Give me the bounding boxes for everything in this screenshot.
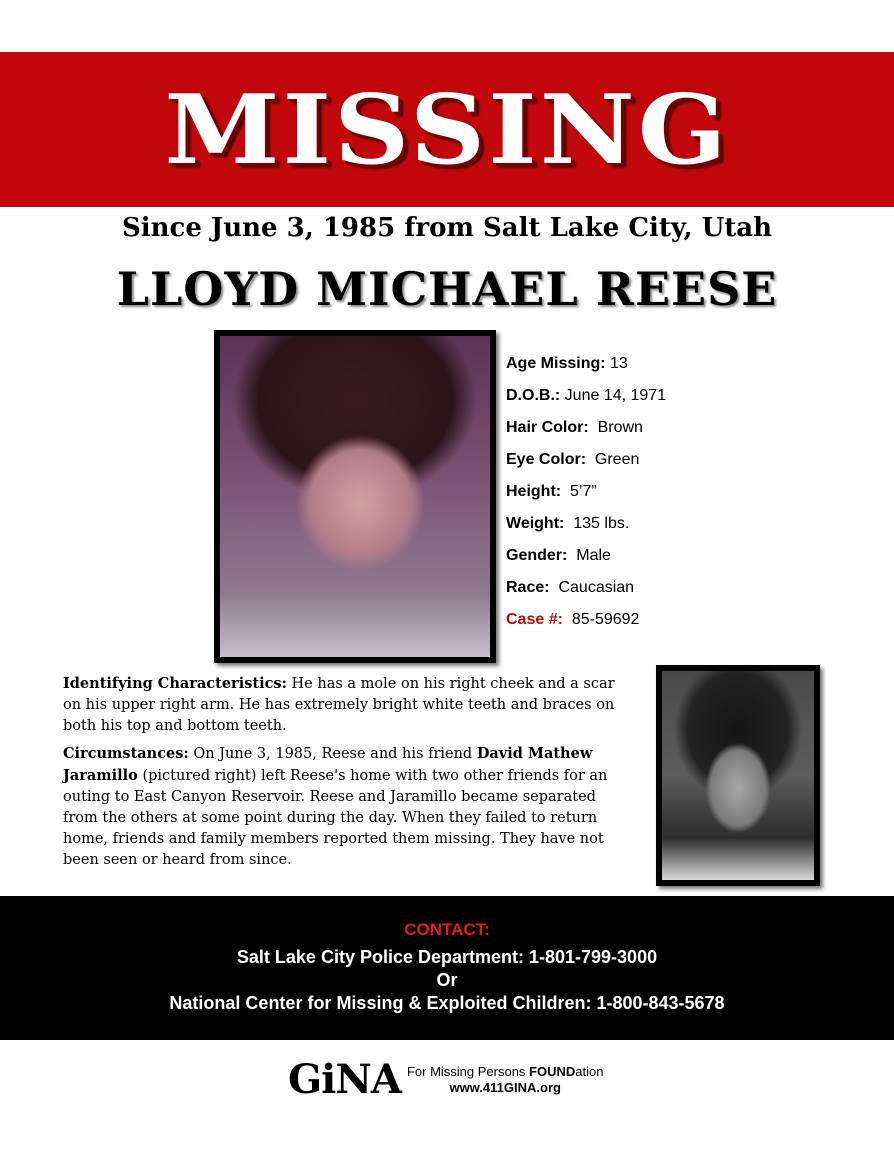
banner-title: MISSING	[164, 72, 730, 187]
detail-label: Height:	[506, 483, 562, 500]
detail-value: 135 lbs.	[564, 515, 630, 532]
contact-or: Or	[436, 970, 458, 990]
identifying-paragraph	[63, 673, 635, 737]
identifying-text: He has a mole on his right cheek and a scar on his upper right arm. He has extremely bright white teeth and braces on both his top and bottom teeth.	[63, 676, 615, 734]
detail-value: Caucasian	[549, 579, 635, 596]
details-list	[506, 352, 866, 640]
detail-value: 5’7”	[561, 483, 597, 500]
detail-height	[506, 480, 866, 512]
missing-person-name: LLOYD MICHAEL REESE	[116, 262, 778, 316]
detail-value: Male	[567, 547, 611, 564]
gina-logo: GiNA	[288, 1056, 401, 1103]
detail-case	[506, 608, 866, 640]
circumstances-text-2: (pictured right) left Reese's home with two other friends for an outing to East Canyon Reservoir. Reese and Jaramillo became separated from the others at some point during the day. When they failed to return home, friends and family members reported them missing. They have not been seen or heard from since.	[63, 768, 608, 868]
detail-age	[506, 352, 866, 384]
missing-since-line: Since June 3, 1985 from Salt Lake City, Utah	[121, 213, 773, 243]
tag-bold: FOUND	[529, 1064, 576, 1079]
detail-race	[506, 576, 866, 608]
detail-label: D.O.B.:	[506, 387, 561, 404]
detail-label: Race:	[506, 579, 550, 596]
tag-prefix: For Missing Persons	[406, 1064, 530, 1079]
contact-police: Salt Lake City Police Department: 1-801-799-3000	[236, 947, 658, 967]
detail-dob	[506, 384, 866, 416]
circumstances-paragraph	[63, 743, 635, 871]
footer-branding	[288, 1058, 603, 1102]
gina-url[interactable]: www.411GINA.org	[449, 1080, 561, 1095]
gina-tagline-text	[407, 1064, 604, 1080]
contact-ncmec: National Center for Missing & Exploited Children: 1-800-843-5678	[169, 993, 725, 1013]
detail-value: Brown	[588, 419, 643, 436]
detail-value: Green	[586, 451, 640, 468]
identifying-label: Identifying Characteristics:	[63, 675, 287, 692]
detail-hair	[506, 416, 866, 448]
detail-label: Age Missing:	[506, 355, 606, 372]
contact-section	[0, 896, 894, 1040]
circumstances-label: Circumstances:	[63, 745, 189, 762]
circumstances-text-1: On June 3, 1985, Reese and his friend	[188, 746, 477, 762]
tag-suffix: ation	[575, 1064, 604, 1079]
companion-photo	[656, 665, 820, 886]
missing-person-photo	[214, 330, 496, 663]
description-text	[63, 673, 635, 877]
detail-value: June 14, 1971	[560, 387, 667, 404]
detail-label: Gender:	[506, 547, 568, 564]
detail-eyes	[506, 448, 866, 480]
detail-label: Eye Color:	[506, 451, 587, 468]
detail-value: 85-59692	[562, 611, 640, 628]
companion-name: David Mathew Jaramillo	[63, 745, 593, 784]
companion-portrait-image	[662, 671, 814, 880]
portrait-image	[220, 336, 490, 657]
gina-tagline	[407, 1064, 604, 1096]
detail-label: Case #:	[506, 611, 563, 628]
contact-title: CONTACT:	[404, 920, 490, 939]
missing-banner	[0, 52, 894, 207]
detail-label: Weight:	[506, 515, 565, 532]
detail-gender	[506, 544, 866, 576]
detail-label: Hair Color:	[506, 419, 589, 436]
detail-value: 13	[605, 355, 628, 372]
detail-weight	[506, 512, 866, 544]
